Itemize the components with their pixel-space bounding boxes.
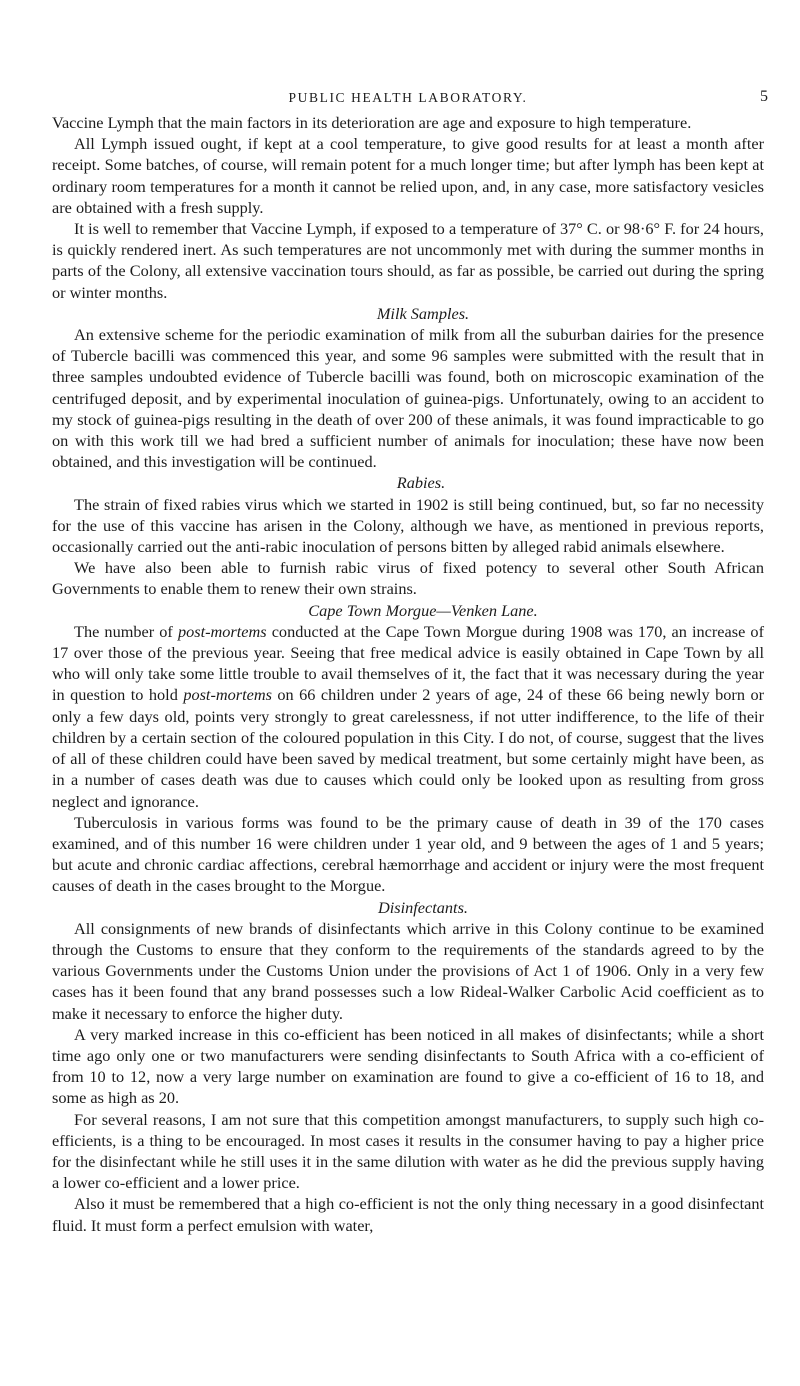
heading-milk-samples: Milk Samples. (376, 303, 470, 323)
paragraph-rabies-governments: We have also been able to furnish rabic virus of fixed potency to several other South African Governments to enable them to renew their own strains. (52, 558, 764, 599)
text-fragment: on 66 children under 2 years of age, 24 of these 66 being newly born or only a few days old, points very strongly to great carelessness, if not utter indifference, to the life of their children by a certain section of the coloured population in this City. I do not, of course, suggest that the lives of all of these children could have been saved by medical treatment, but some certainly might have been, as in a number of cases death was due to causes which could only be looked upon as resulting from gross neglect and ignorance. (52, 685, 765, 811)
paragraph-morgue-post-mortems (52, 621, 764, 812)
page-body (52, 112, 764, 1236)
running-title: PUBLIC HEALTH LABORATORY. (288, 90, 528, 105)
page-number: 5 (760, 88, 768, 105)
paragraph-disinfectants-consignments: All consignments of new brands of disinfectants which arrive in this Colony continue to be examined through the Customs to ensure that they conform to the requirements of the standards agreed to by the various Governments under the Customs Union under the provisions of Act 1 of 1906. Only in a very few cases has it been found that any brand possesses such a low Rideal-Walker Carbolic Acid coefficient as to make it necessary to enforce the higher duty. (52, 918, 764, 1023)
heading-disinfectants: Disinfectants. (378, 897, 468, 917)
heading-rabies: Rabies. (396, 473, 446, 493)
paragraph-lymph-temperature: It is well to remember that Vaccine Lymph, if exposed to a temperature of 37° C. or 98·6° F. for 24 hours, is quickly rendered inert. As such temperatures are not uncommonly met with during the summer months in parts of the Colony, all extensive vaccination tours should, as far as possible, be carried out during the spring or winter months. (52, 219, 764, 302)
paragraph-disinfectants-increase: A very marked increase in this co-efficient has been noticed in all makes of disinfectants; while a short time ago only one or two manufacturers were sending disinfectants to South Africa with a co-efficient of from 10 to 12, now a very large number on examination are found to give a co-efficient of 16 to 18, and some as high as 20. (52, 1024, 764, 1108)
paragraph-disinfectants-competition: For several reasons, I am not sure that this competition amongst manufacturers, to supply such high co-efficients, is a thing to be encouraged. In most cases it results in the consumer having to pay a higher price for the disinfectant while he still uses it in the same dilution with water as he did the previous supply having a lower co-efficient and a lower price. (52, 1109, 764, 1193)
paragraph-rabies-strain: The strain of fixed rabies virus which we started in 1902 is still being continued, but, so far no necessity for the use of this vaccine has arisen in the Colony, although we have, as mentioned in previous reports, occasionally carried out the anti-rabic inoculation of persons bitten by alleged rabid animals elsewhere. (52, 494, 764, 557)
paragraph-vaccine-lymph-continued: Vaccine Lymph that the main factors in its deterioration are age and exposure to high temperature. (52, 113, 692, 132)
paragraph-lymph-potency: All Lymph issued ought, if kept at a cool temperature, to give good results for at least a month after receipt. Some batches, of course, will remain potent for a much longer time; but after lymph has been kept at ordinary room temperatures for a month it cannot be relied upon, and, in any case, more satisfactory vesicles are obtained with a fresh supply. (52, 134, 764, 217)
text-fragment: The number of (74, 621, 178, 641)
italic-term: post-mortems (183, 685, 272, 705)
paragraph-morgue-tuberculosis: Tuberculosis in various forms was found to be the primary cause of death in 39 of the 170 cases examined, and of this number 16 were children under 1 year old, and 9 between the ages of 1 and 5 years; but acute and chronic cardiac affections, cerebral hæmorrhage and accident or injury were the most frequent causes of death in the cases brought to the Morgue. (52, 812, 764, 896)
paragraph-milk-samples: An extensive scheme for the periodic examination of milk from all the suburban dairies for the presence of Tubercle bacilli was commenced this year, and some 96 samples were submitted with the result that in three samples undoubted evidence of Tubercle bacilli was found, both on microscopic examination of the centrifuged deposit, and by experimental inoculation of guinea-pigs. Unfortunately, owing to an accident to my stock of guinea-pigs resulting in the death of over 200 of these animals, it was found impracticable to go on with this work till we had bred a sufficient number of animals for inoculation; these have now been obtained, and this investigation will be continued. (52, 325, 764, 472)
running-head (52, 88, 768, 108)
paragraph-disinfectants-emulsion: Also it must be remembered that a high co-efficient is not the only thing necessary in a good disinfectant fluid. It must form a perfect emulsion with water, (52, 1194, 764, 1235)
text-fragment: conducted at the Cape Town Morgue during 1908 was 170, an increase of 17 over those of the previous year. Seeing that free medical advice is easily obtained in Cape Town by all who will only take some little trouble to avail themselves of it, the fact that it was necessary during the year in question to hold (52, 621, 764, 705)
italic-term: post-mortems (177, 621, 267, 641)
heading-cape-town-morgue: Cape Town Morgue—Venken Lane. (308, 600, 538, 620)
